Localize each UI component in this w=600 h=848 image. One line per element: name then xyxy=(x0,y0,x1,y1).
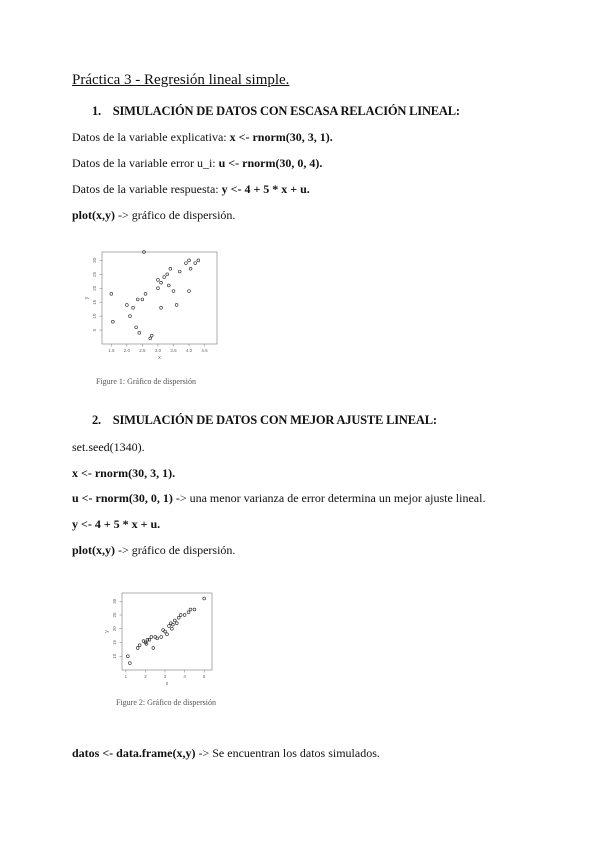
data-point xyxy=(136,647,139,650)
data-point xyxy=(163,276,166,279)
data-point xyxy=(170,627,173,630)
data-point xyxy=(136,298,139,301)
line-text: -> Se encuentran los datos simulados. xyxy=(195,746,380,760)
x-tick-label: 3 xyxy=(163,674,167,679)
data-point xyxy=(160,636,163,639)
section-1-title: SIMULACIÓN DE DATOS CON ESCASA RELACIÓN LINEAL: xyxy=(112,104,460,118)
line-y xyxy=(72,517,160,532)
data-point xyxy=(193,608,196,611)
data-point xyxy=(194,262,197,265)
x-tick-label: 1 xyxy=(124,674,128,679)
data-point xyxy=(188,290,191,293)
line-text: Datos de la variable error u_i: xyxy=(72,156,219,170)
data-point xyxy=(126,655,129,658)
data-point xyxy=(187,611,190,614)
line-explanatory-variable xyxy=(72,130,333,145)
data-point xyxy=(178,270,181,273)
line-text: -> una menor varianza de error determina un mejor ajuste lineal. xyxy=(172,491,486,505)
x-tick-label: 4.0 xyxy=(185,348,193,353)
plot-frame xyxy=(102,252,217,344)
scatter-plot-2 xyxy=(104,590,219,690)
x-tick-label: 2 xyxy=(144,674,147,679)
y-tick-label: 5 xyxy=(92,328,97,332)
section-2-title: SIMULACIÓN DE DATOS CON MEJOR AJUSTE LINEAL: xyxy=(112,413,437,427)
scatter-plot-1 xyxy=(82,248,232,373)
y-tick-label: 15 xyxy=(112,639,117,646)
y-tick-label: 20 xyxy=(92,285,97,291)
line-error-variable xyxy=(72,156,322,171)
x-tick-label: 4.5 xyxy=(201,348,208,353)
line-x xyxy=(72,466,175,481)
line-response-variable xyxy=(72,182,310,197)
data-point xyxy=(169,267,172,270)
code-text: u <- rnorm(30, 0, 4). xyxy=(218,156,323,170)
plot-frame xyxy=(122,593,212,670)
x-tick-label: 3.5 xyxy=(170,348,177,353)
line-text: Datos de la variable explicativa: xyxy=(72,130,230,144)
section-1-heading xyxy=(92,104,460,119)
data-point xyxy=(144,292,147,295)
line-plot-2 xyxy=(72,543,235,558)
data-point xyxy=(166,273,169,276)
data-point xyxy=(129,315,132,318)
data-point xyxy=(128,662,131,665)
data-point xyxy=(141,298,144,301)
data-point xyxy=(173,619,176,622)
data-point xyxy=(138,331,141,334)
data-point xyxy=(150,334,153,337)
x-axis-label: x xyxy=(158,355,161,361)
y-axis-label: y xyxy=(84,296,90,300)
data-point xyxy=(179,614,182,617)
data-point xyxy=(157,278,160,281)
line-text: -> gráfico de dispersión. xyxy=(115,543,236,557)
line-seed: set.seed(1340). xyxy=(72,440,145,454)
code-text: y <- 4 + 5 * x + u. xyxy=(221,182,310,196)
section-1-number: 1. xyxy=(92,104,101,118)
data-point xyxy=(189,608,192,611)
x-tick-label: 4 xyxy=(183,674,186,679)
data-point xyxy=(110,292,113,295)
y-tick-label: 30 xyxy=(92,257,97,263)
data-point xyxy=(160,281,163,284)
y-tick-label: 30 xyxy=(112,598,117,604)
data-point xyxy=(172,290,175,293)
data-point xyxy=(138,644,141,647)
y-tick-label: 25 xyxy=(92,271,97,277)
data-point xyxy=(152,647,155,650)
line-text: -> gráfico de dispersión. xyxy=(115,208,236,222)
data-point xyxy=(160,306,163,309)
x-tick-label: 3.0 xyxy=(154,348,162,353)
data-point xyxy=(149,337,152,340)
data-point xyxy=(175,622,178,625)
code-text: plot(x,y) xyxy=(72,208,115,222)
y-tick-label: 15 xyxy=(92,299,97,305)
x-tick-label: 5 xyxy=(202,674,206,679)
y-tick-label: 10 xyxy=(112,653,117,659)
data-point xyxy=(168,625,171,628)
figure-1-caption: Figure 1: Gráfico de dispersión xyxy=(96,377,196,386)
y-tick-label: 25 xyxy=(112,612,117,618)
data-point xyxy=(175,304,178,307)
line-plot-1 xyxy=(72,208,235,223)
data-point xyxy=(197,259,200,262)
data-point xyxy=(166,633,169,636)
line-data-frame xyxy=(72,746,380,761)
data-point xyxy=(203,597,206,600)
data-point xyxy=(185,262,188,265)
x-axis-label: x xyxy=(165,681,169,687)
data-point xyxy=(188,259,191,262)
code-text: u <- rnorm(30, 0, 1) xyxy=(72,491,173,505)
line-u xyxy=(72,491,485,506)
page-title: Práctica 3 - Regresión lineal simple. xyxy=(72,72,290,88)
x-tick-label: 1.5 xyxy=(108,348,115,353)
y-tick-label: 20 xyxy=(112,626,117,632)
section-2-number: 2. xyxy=(92,413,101,427)
code-text: datos <- data.frame(x,y) xyxy=(72,746,196,760)
data-point xyxy=(157,287,160,290)
data-point xyxy=(150,636,153,639)
data-point xyxy=(125,304,128,307)
data-point xyxy=(183,614,186,617)
data-point xyxy=(167,284,170,287)
x-tick-label: 2.5 xyxy=(139,348,146,353)
data-point xyxy=(135,326,138,329)
code-text: y <- 4 + 5 * x + u. xyxy=(72,517,161,531)
data-point xyxy=(177,616,180,619)
data-point xyxy=(111,320,114,323)
section-2-heading xyxy=(92,413,437,428)
code-text: x <- rnorm(30, 3, 1). xyxy=(229,130,333,144)
code-text: plot(x,y) xyxy=(72,543,115,557)
data-point xyxy=(189,267,192,270)
figure-2-caption: Figure 2: Gráfico de dispersión xyxy=(116,698,216,707)
x-tick-label: 2.0 xyxy=(123,348,130,353)
data-point xyxy=(132,306,135,309)
y-tick-label: 10 xyxy=(92,313,97,319)
data-point xyxy=(146,638,149,641)
code-text: x <- rnorm(30, 3, 1). xyxy=(72,466,176,480)
line-text: Datos de la variable respuesta: xyxy=(72,182,222,196)
y-axis-label: y xyxy=(104,630,110,633)
